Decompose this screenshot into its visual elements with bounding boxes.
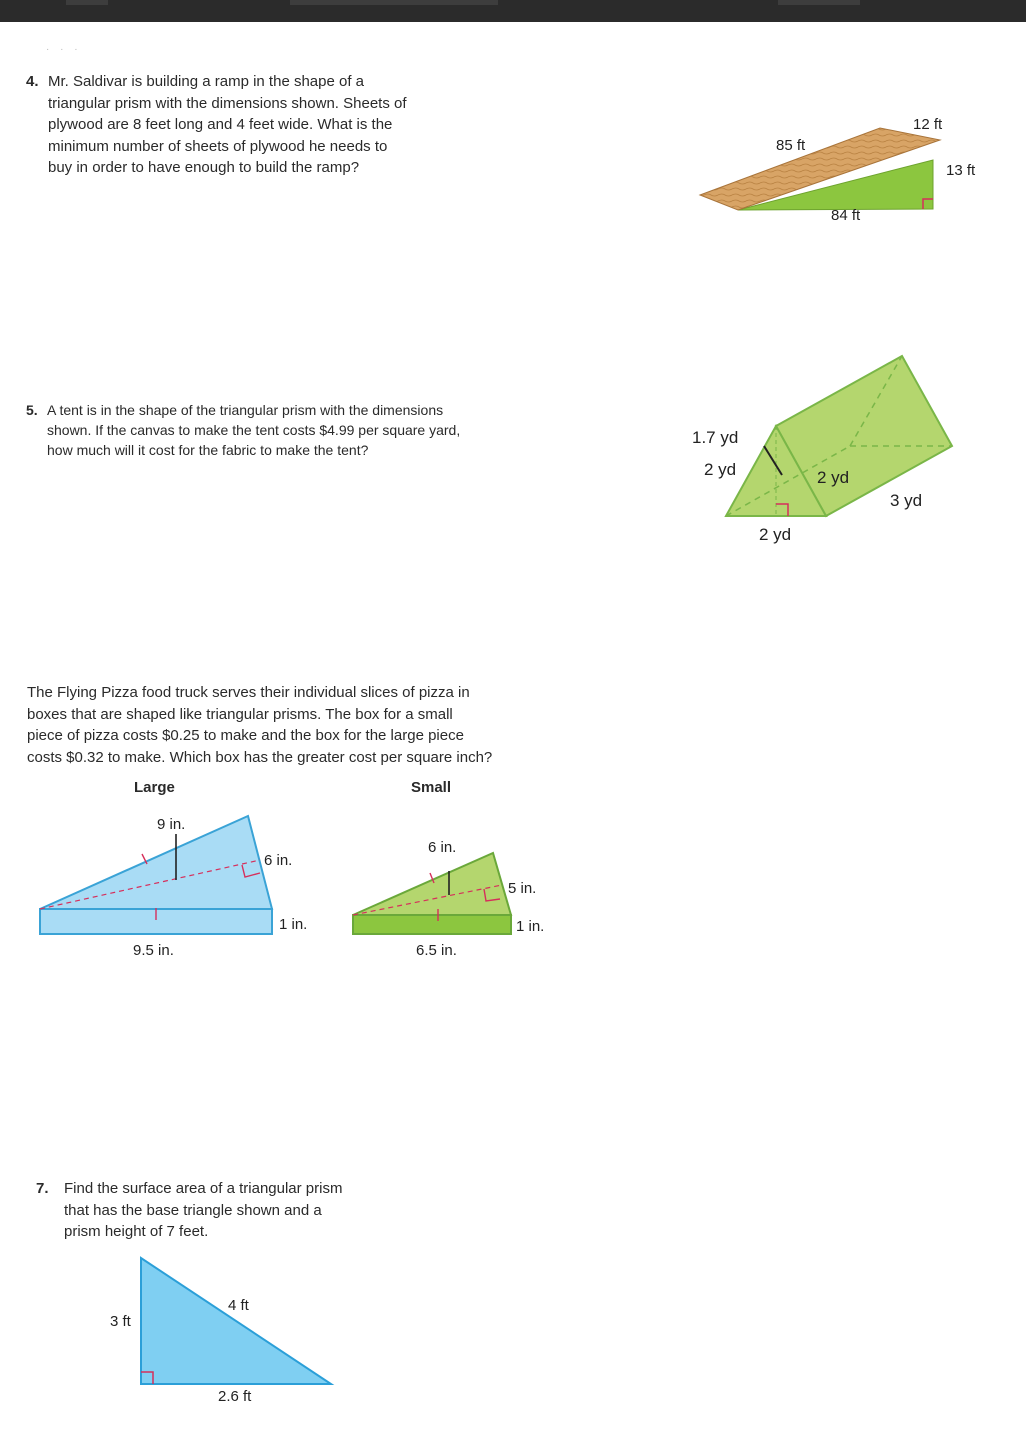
tent-label-base: 2 yd: [759, 525, 792, 544]
question-line: A tent is in the shape of the triangular prism with the dimensions: [47, 402, 444, 418]
top-bar-tab[interactable]: [66, 0, 108, 5]
small-label-base: 6.5 in.: [416, 942, 457, 959]
large-label-side: 6 in.: [264, 852, 293, 869]
tent-label-height: 1.7 yd: [692, 428, 739, 447]
triangle-figure: [100, 1250, 350, 1410]
small-box-top: [353, 853, 511, 915]
tent-figure: [690, 350, 970, 550]
base-triangle: [141, 1258, 331, 1384]
top-bar: [0, 0, 1026, 22]
ramp-label-width: 12 ft: [913, 116, 943, 133]
top-bar-tab[interactable]: [290, 0, 498, 5]
question-line: costs $0.32 to make. Which box has the greater cost per square inch?: [27, 748, 493, 766]
ramp-figure: [690, 108, 990, 233]
pizza-small-title: Small: [411, 779, 452, 796]
pizza-large-title: Large: [134, 779, 175, 796]
question-line: shown. If the canvas to make the tent costs $4.99 per square yard,: [47, 422, 461, 438]
pizza-large-figure: [30, 810, 320, 960]
question-line: boxes that are shaped like triangular prisms. The box for a small: [27, 705, 453, 723]
triangle-label-left: 3 ft: [110, 1313, 131, 1330]
question-4: [26, 71, 546, 183]
ramp-label-height: 13 ft: [946, 162, 976, 179]
question-line: that has the base triangle shown and a: [64, 1201, 322, 1219]
small-label-side: 5 in.: [508, 880, 537, 897]
large-label-base: 9.5 in.: [133, 942, 174, 959]
question-line: plywood are 8 feet long and 4 feet wide. What is the: [48, 116, 393, 133]
question-line: prism height of 7 feet.: [64, 1223, 209, 1240]
question-number: 7.: [36, 1180, 49, 1197]
triangle-label-hyp: 4 ft: [228, 1297, 249, 1314]
question-line: minimum number of sheets of plywood he needs to: [48, 137, 388, 155]
top-bar-tab[interactable]: [778, 0, 860, 5]
tent-label-right-side: 2 yd: [817, 468, 850, 487]
question-line: piece of pizza costs $0.25 to make and the box for the large piece: [27, 727, 464, 744]
tent-label-left-side: 2 yd: [704, 460, 737, 479]
question-line: how much will it cost for the fabric to make the tent?: [47, 442, 369, 458]
small-label-top: 6 in.: [428, 839, 457, 856]
tent-label-length: 3 yd: [890, 491, 923, 510]
question-5: [26, 400, 546, 464]
large-label-thick: 1 in.: [279, 916, 308, 933]
triangle-label-base: 2.6 ft: [218, 1388, 252, 1405]
question-6: [27, 682, 587, 770]
large-box-top: [40, 816, 272, 909]
large-label-top: 9 in.: [157, 816, 186, 833]
question-line: The Flying Pizza food truck serves their individual slices of pizza in: [27, 684, 470, 701]
question-number: 4.: [26, 73, 39, 90]
pizza-small-figure: [346, 835, 566, 965]
ramp-label-base: 84 ft: [831, 207, 861, 224]
question-line: Mr. Saldivar is building a ramp in the shape of a: [48, 73, 365, 90]
question-number: 5.: [26, 402, 38, 418]
small-box-side: [353, 915, 511, 934]
question-line: triangular prism with the dimensions shown. Sheets of: [48, 94, 407, 112]
header-mark: · · ·: [46, 44, 82, 55]
question-7: [36, 1178, 456, 1246]
question-line: buy in order to have enough to build the ramp?: [48, 159, 360, 176]
ramp-label-hyp: 85 ft: [776, 137, 806, 154]
small-label-thick: 1 in.: [516, 918, 545, 935]
question-line: Find the surface area of a triangular prism: [64, 1180, 343, 1197]
